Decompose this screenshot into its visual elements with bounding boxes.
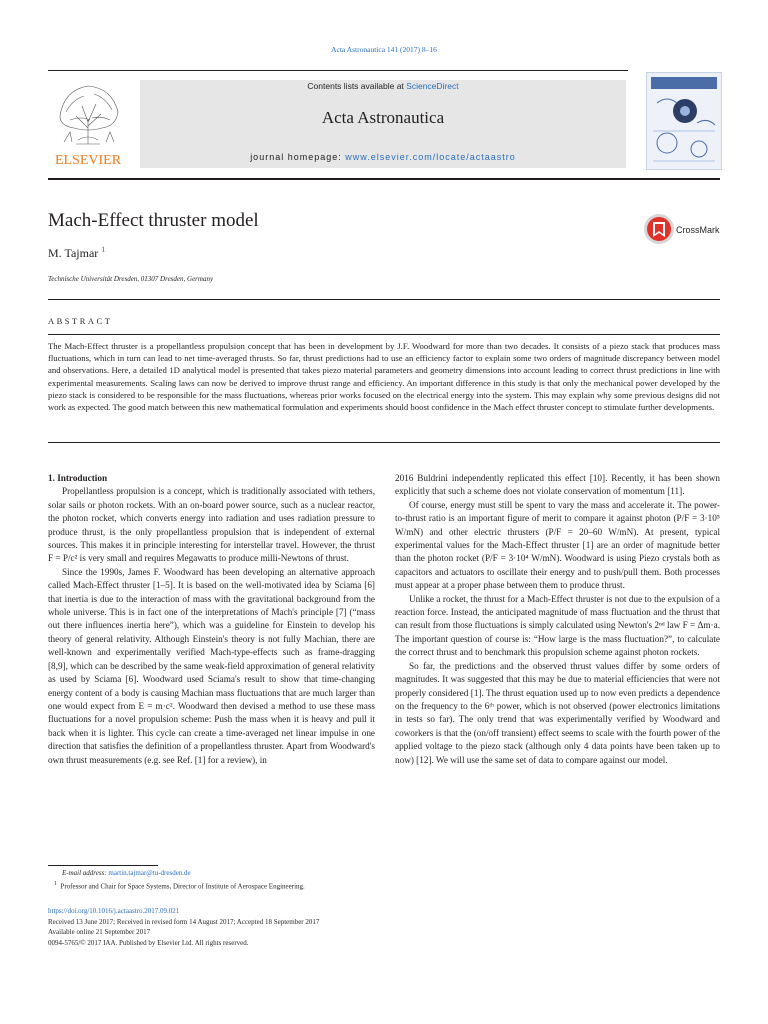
journal-homepage: journal homepage: www.elsevier.com/locate/actaastro [250, 152, 516, 162]
copyright-line: 0094-5765/© 2017 IAA. Published by Elsevier Ltd. All rights reserved. [48, 938, 249, 947]
journal-citation[interactable]: Acta Astronautica 141 (2017) 8–16 [331, 45, 437, 54]
crossmark-icon [643, 213, 723, 245]
footnote-rule [48, 865, 158, 866]
elsevier-logo[interactable] [46, 76, 130, 168]
email-link[interactable]: martin.tajmar@tu-dresden.de [108, 869, 191, 877]
email-footnote: E-mail address: martin.tajmar@tu-dresden.de [62, 869, 191, 877]
author-footnote-marker[interactable]: 1 [101, 245, 106, 254]
paragraph: Of course, energy must still be spent to vary the mass and accelerate it. The power-to-thrust ratio is an important figure of merit to compare it against photon (P/F = 3·10⁵ W/mN) and other electric thrusters (P/F = 20–60 W/mN). At present, typical experimental values for the Mach-Effect thruster [1] are an order of magnitude better than the photon rocket (P/F = 3·10⁴ W/mN). Woodward is using Piezo crystals both as capacitors and actuators to oscillate their energy and to push/pull them. Both processes must appear at a proper phase between them to produce thrust. [395, 499, 720, 591]
homepage-link[interactable]: www.elsevier.com/locate/actaastro [345, 152, 516, 162]
body-column-right [395, 472, 720, 767]
article-title: Mach-Effect thruster model [48, 210, 259, 231]
cover-image-icon [647, 73, 721, 169]
svg-text:CrossMark: CrossMark [676, 225, 720, 235]
affiliation: Technische Universität Dresden, 01307 Dresden, Germany [48, 275, 214, 283]
doi-link[interactable]: https://doi.org/10.1016/j.actaastro.2017.09.021 [48, 907, 180, 915]
journal-cover-thumbnail[interactable] [646, 72, 722, 170]
svg-text:ELSEVIER: ELSEVIER [54, 153, 122, 168]
contents-line: Contents lists available at ScienceDirect [307, 81, 459, 91]
body-column-left [48, 472, 375, 767]
abstract-heading: ABSTRACT [48, 316, 113, 326]
paragraph: So far, the predictions and the observed thrust values differ by some orders of magnitudes. It was suggested that this may be due to material efficiencies that were not properly considered [1]. The thrust equation used up to now even predicts a dependence on the frequency to the 6ᵗʰ power, which is not observed (power electronics limitations in tests so far). The only trend that was experimentally verified by Woodward and coworkers is that the (on/off transient) effect seems to scale with the fourth power of the applied voltage to the piezo stack (although only 4 data points have been taken up to now) [12]. We will use the same set of data to compare against our model. [395, 660, 720, 765]
publication-info [48, 906, 548, 948]
footnotes [48, 868, 448, 892]
abstract-bottom-rule [48, 442, 720, 443]
section-heading-introduction: 1. Introduction [48, 473, 108, 483]
paragraph: 2016 Buldrini independently replicated this effect [10]. Recently, it has been shown explicitly that such a scheme does not violate conservation of momentum [11]. [395, 473, 720, 497]
masthead-rule [48, 178, 720, 180]
elsevier-tree-icon [46, 76, 130, 168]
author-name: M. Tajmar $^1$ [48, 245, 106, 260]
paragraph: Propellantless propulsion is a concept, which is traditionally associated with tethers, solar sails or photon rockets. With an on-board power source, such as a nuclear reactor, the photon rocket, which converts energy into radiation and uses radiation pressure to produce thrust, is the only propellantless propulsion that is independent of external sources. This makes it in principle interesting for interstellar travel. However, the thrust F = P/c² is very small and requires Megawatts to produce milli-Newtons of thrust. [48, 486, 375, 564]
footnote-1: $^1$ Professor and Chair for Space Systems, Director of Institute of Aerospace Engineering. [54, 881, 305, 891]
paragraph: Unlike a rocket, the thrust for a Mach-Effect thruster is not due to the expulsion of a reaction force. Instead, the anticipated magnitude of mass fluctuation and the thrust that can result from those fluctuations is simply calculated using Newton's 2ⁿᵈ law F = Δm·a. The important question of course is: “How large is the mass fluctuation?”, to calculate the correct thrust and to benchmark this propulsion scheme against photon rockets. [395, 593, 720, 658]
journal-title: Acta Astronautica [321, 108, 445, 127]
crossmark-badge[interactable] [643, 213, 723, 245]
available-online: Available online 21 September 2017 [48, 928, 151, 936]
affiliation-rule [48, 299, 720, 300]
paragraph: Since the 1990s, James F. Woodward has been developing an alternative approach called Mach-Effect thruster [1–5]. It is based on the well-motivated idea by Sciama [6] that inertia is due to the interaction of mass with the gravitational background from the whole universe. This is in fact one of the interpretations of Mach's principle [7] (“mass out there influences inertia here”), which was a guideline for Einstein to develop his theory of general relativity. Although Einstein's theory is not fully Machian, there are well-known and experimentally verified Mach-type-effects such as frame-dragging [8,9], which can be described by the same weak-field approximation of general relativity as used by Sciama [6]. Woodward used Sciama's result to show that time-changing energy content of a body is causing Machian mass fluctuations that are much larger than one would expect from E = m·c². Woodward then devised a method to use these mass fluctuations for a novel propulsion scheme: Push the mass when it is heavy and pull it back when it is lighter. This cycle can create a time-averaged net linear impulse in one direction that satisfies the definition of a propellantless thruster. Apart from Woodward's own thrust measurements (e.g. see Ref. [1] for a review), in [48, 566, 375, 765]
abstract-rule [48, 334, 720, 335]
sciencedirect-link[interactable]: ScienceDirect [406, 81, 459, 91]
abstract-text: The Mach-Effect thruster is a propellantless propulsion concept that has been in development by J.F. Woodward for more than two decades. It consists of a piezo stack that produces mass fluctuations, which in turn can lead to net time-averaged thrusts. So far, thrust predictions had to use an efficiency factor to explain some two orders of magnitude discrepancy between model and observations. Here, a detailed 1D analytical model is presented that takes piezo material parameters and geometry dimensions into account leading to correct thrust predictions in line with experimental measurements. Scaling laws can now be derived to improve thrust range and efficiency. An important difference in this study is that only the mechanical power developed by the piezo stack is considered to be responsible for the mass fluctuations, whereas prior works focused on the electrical energy into the system. This may explain why some previous designs did not work as expected. The good match between this new mathematical formulation and experiments should boost confidence in the Mach effect thruster concept to stimulate further developments. [48, 341, 720, 413]
header-rule [48, 70, 628, 71]
received-dates: Received 13 June 2017; Received in revised form 14 August 2017; Accepted 18 September 2017 [48, 917, 320, 926]
